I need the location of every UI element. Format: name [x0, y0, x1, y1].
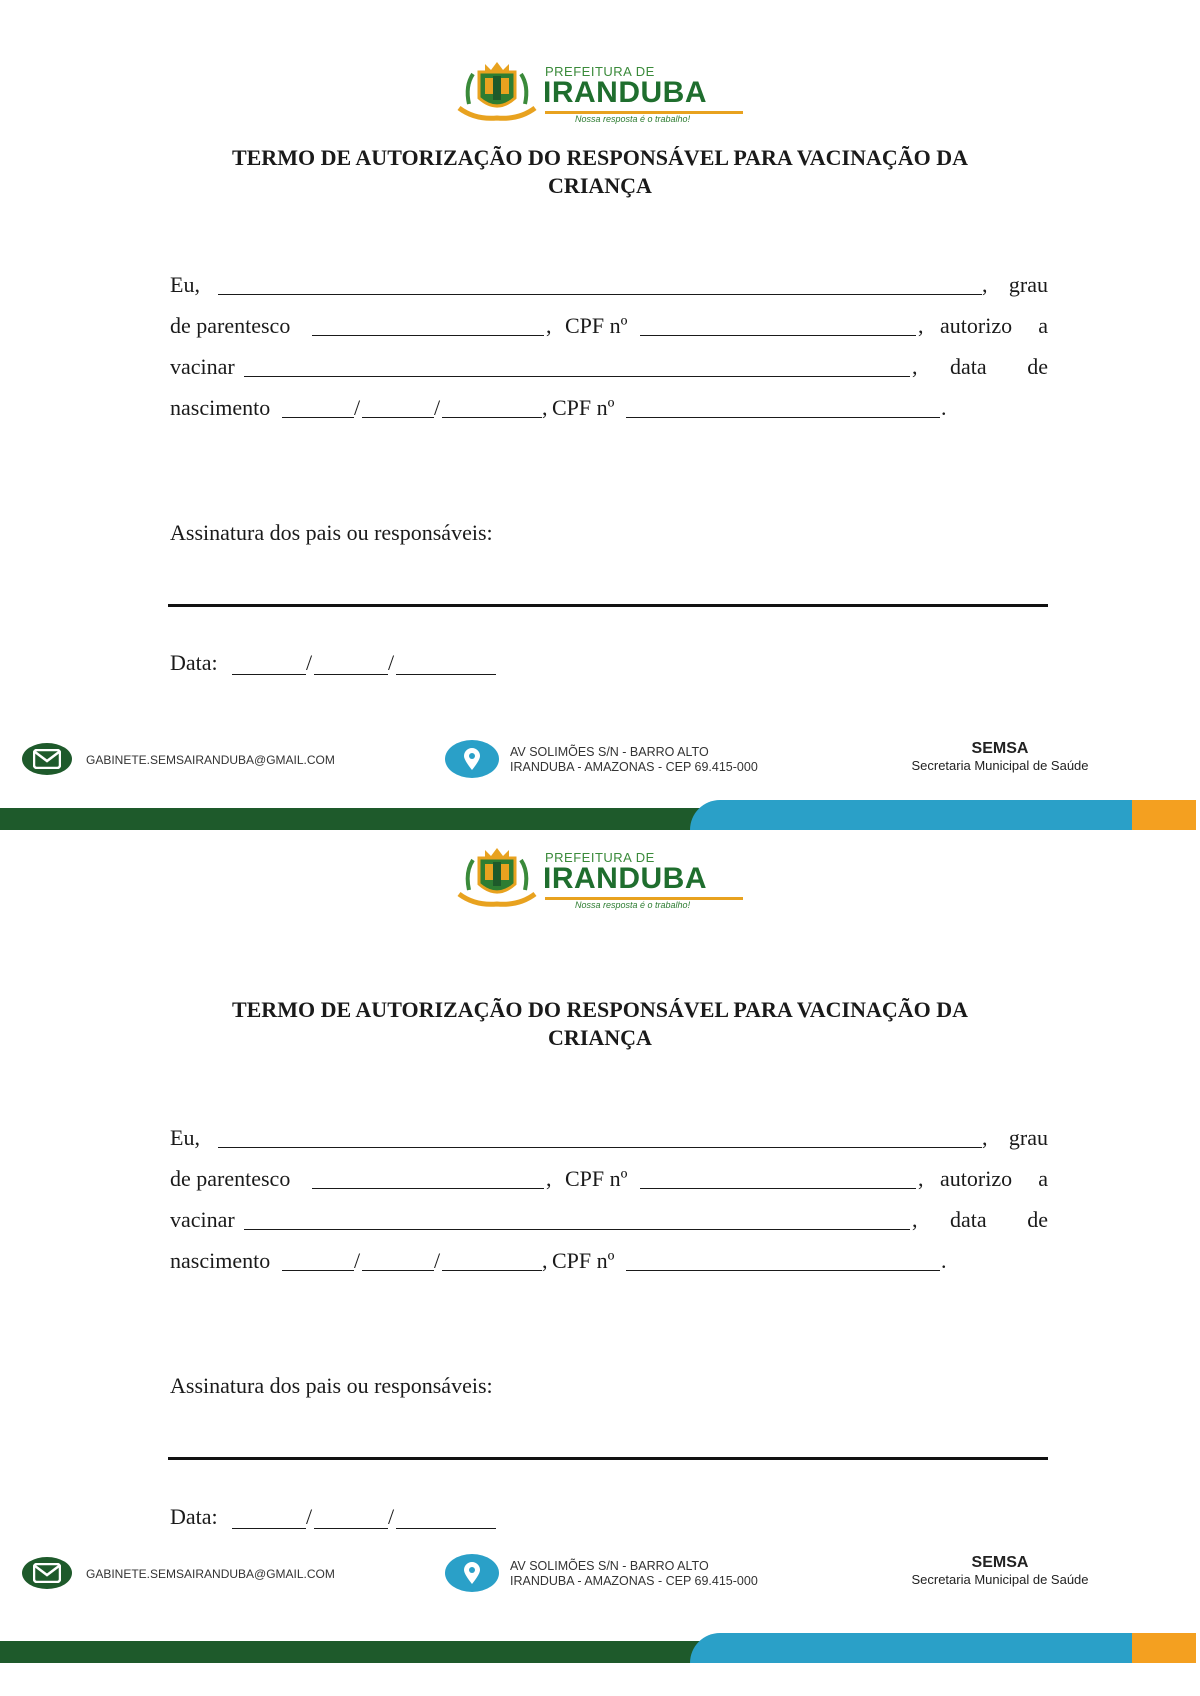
- footer-email: GABINETE.SEMSAIRANDUBA@GMAIL.COM: [86, 1567, 335, 1581]
- date-day-blank[interactable]: [232, 1528, 306, 1529]
- label-de: de: [1027, 1207, 1048, 1232]
- slash: /: [306, 650, 313, 675]
- label-grau: grau: [1008, 1125, 1048, 1150]
- form-sheet-1: [0, 0, 1200, 830]
- org-abbr: SEMSA: [971, 1554, 1029, 1571]
- prefeitura-logo: [455, 62, 755, 124]
- slash: /: [388, 1504, 395, 1529]
- band-blue: [690, 1633, 1132, 1663]
- form-line-name: [170, 270, 1048, 300]
- cpf-child-blank[interactable]: [626, 417, 940, 418]
- label-a: a: [1038, 1166, 1048, 1191]
- label-data: data: [950, 354, 987, 379]
- band-green: [0, 1641, 720, 1663]
- birth-month-blank[interactable]: [362, 1270, 434, 1271]
- footer-color-band: [0, 800, 1200, 830]
- band-green: [0, 808, 720, 830]
- date-field: [170, 650, 510, 680]
- form-line-vacinar: [170, 352, 1048, 382]
- cpf-responsavel-blank[interactable]: [640, 335, 916, 336]
- address-line-1: AV SOLIMÕES S/N - BARRO ALTO: [510, 1559, 709, 1573]
- signature-label: Assinatura dos pais ou responsáveis:: [170, 1373, 493, 1398]
- page-title: [150, 144, 1050, 200]
- name-blank[interactable]: [218, 1147, 982, 1148]
- cpf-child-blank[interactable]: [626, 1270, 940, 1271]
- label-de-parentesco: de parentesco: [170, 1166, 291, 1191]
- date-day-blank[interactable]: [232, 674, 306, 675]
- date-label: Data:: [170, 650, 218, 675]
- label-vacinar: vacinar: [170, 354, 235, 379]
- envelope-icon: [22, 1557, 72, 1589]
- footer-color-band: [0, 1633, 1200, 1663]
- label-data: data: [950, 1207, 987, 1232]
- label-cpf: CPF nº: [565, 1166, 628, 1191]
- logo-city-text: IRANDUBA: [543, 76, 707, 109]
- parentesco-blank[interactable]: [312, 1188, 544, 1189]
- comma: ,: [542, 1248, 548, 1273]
- form-line-nascimento: [170, 1246, 1048, 1276]
- title-line-2: CRIANÇA: [548, 173, 652, 198]
- date-label: Data:: [170, 1504, 218, 1529]
- comma: ,: [918, 313, 924, 338]
- logo-city-text: IRANDUBA: [543, 862, 707, 895]
- comma: ,: [912, 354, 918, 379]
- form-sheet-2: [0, 840, 1200, 1696]
- slash: /: [354, 395, 361, 420]
- label-nascimento: nascimento: [170, 395, 271, 420]
- title-line-1: TERMO DE AUTORIZAÇÃO DO RESPONSÁVEL PARA VACINAÇÃO DA: [231, 145, 969, 170]
- period: .: [941, 395, 947, 420]
- birth-month-blank[interactable]: [362, 417, 434, 418]
- comma: ,: [546, 313, 552, 338]
- location-pin-icon: [445, 740, 499, 778]
- form-line-parentesco: [170, 1164, 1048, 1194]
- label-cpf-child: CPF nº: [552, 395, 615, 420]
- org-name: Secretaria Municipal de Saúde: [911, 758, 1089, 773]
- comma: ,: [982, 1125, 988, 1150]
- child-name-blank[interactable]: [244, 1229, 910, 1230]
- envelope-icon: [22, 743, 72, 775]
- label-vacinar: vacinar: [170, 1207, 235, 1232]
- comma: ,: [918, 1166, 924, 1191]
- page-title: [150, 996, 1050, 1052]
- location-pin-icon: [445, 1554, 499, 1592]
- org-abbr: SEMSA: [971, 740, 1029, 757]
- coat-of-arms-icon: [455, 848, 539, 908]
- birth-year-blank[interactable]: [442, 417, 542, 418]
- date-month-blank[interactable]: [314, 1528, 388, 1529]
- address-line-1: AV SOLIMÕES S/N - BARRO ALTO: [510, 745, 709, 759]
- signature-label: Assinatura dos pais ou responsáveis:: [170, 520, 493, 545]
- form-line-name: [170, 1123, 1048, 1153]
- cpf-responsavel-blank[interactable]: [640, 1188, 916, 1189]
- birth-day-blank[interactable]: [282, 417, 354, 418]
- label-eu: Eu,: [170, 272, 200, 297]
- comma: ,: [546, 1166, 552, 1191]
- label-de-parentesco: de parentesco: [170, 313, 291, 338]
- footer-org: [880, 1554, 1120, 1588]
- label-cpf-child: CPF nº: [552, 1248, 615, 1273]
- footer: [0, 740, 1200, 790]
- form-line-parentesco: [170, 311, 1048, 341]
- prefeitura-logo: [455, 848, 755, 910]
- logo-prefeitura-text: PREFEITURA DE: [545, 850, 655, 865]
- slash: /: [434, 395, 441, 420]
- label-de: de: [1027, 354, 1048, 379]
- address-line-2: IRANDUBA - AMAZONAS - CEP 69.415-000: [510, 760, 758, 774]
- label-nascimento: nascimento: [170, 1248, 271, 1273]
- footer-address: [510, 1559, 758, 1589]
- slash: /: [354, 1248, 361, 1273]
- date-month-blank[interactable]: [314, 674, 388, 675]
- footer-org: [880, 740, 1120, 774]
- form-line-nascimento: [170, 393, 1048, 423]
- logo-prefeitura-text: PREFEITURA DE: [545, 64, 655, 79]
- footer-email: GABINETE.SEMSAIRANDUBA@GMAIL.COM: [86, 753, 335, 767]
- address-line-2: IRANDUBA - AMAZONAS - CEP 69.415-000: [510, 1574, 758, 1588]
- logo-slogan: Nossa resposta é o trabalho!: [575, 900, 691, 910]
- date-field: [170, 1504, 510, 1534]
- slash: /: [434, 1248, 441, 1273]
- band-orange: [1132, 800, 1196, 830]
- birth-year-blank[interactable]: [442, 1270, 542, 1271]
- slash: /: [388, 650, 395, 675]
- birth-day-blank[interactable]: [282, 1270, 354, 1271]
- signature-line[interactable]: [168, 604, 1048, 607]
- footer: [0, 1554, 1200, 1604]
- label-grau: grau: [1008, 272, 1048, 297]
- footer-address: [510, 745, 758, 775]
- label-eu: Eu,: [170, 1125, 200, 1150]
- signature-line[interactable]: [168, 1457, 1048, 1460]
- date-year-blank[interactable]: [396, 1528, 496, 1529]
- name-blank[interactable]: [218, 294, 982, 295]
- coat-of-arms-icon: [455, 62, 539, 122]
- date-year-blank[interactable]: [396, 674, 496, 675]
- form-line-vacinar: [170, 1205, 1048, 1235]
- label-autorizo: autorizo: [940, 1166, 1013, 1191]
- comma: ,: [912, 1207, 918, 1232]
- org-name: Secretaria Municipal de Saúde: [911, 1572, 1089, 1587]
- comma: ,: [542, 395, 548, 420]
- parentesco-blank[interactable]: [312, 335, 544, 336]
- title-line-1: TERMO DE AUTORIZAÇÃO DO RESPONSÁVEL PARA VACINAÇÃO DA: [231, 997, 969, 1022]
- band-orange: [1132, 1633, 1196, 1663]
- child-name-blank[interactable]: [244, 376, 910, 377]
- title-line-2: CRIANÇA: [548, 1025, 652, 1050]
- logo-slogan: Nossa resposta é o trabalho!: [575, 114, 691, 124]
- period: .: [941, 1248, 947, 1273]
- comma: ,: [982, 272, 988, 297]
- slash: /: [306, 1504, 313, 1529]
- label-autorizo: autorizo: [940, 313, 1013, 338]
- band-blue: [690, 800, 1132, 830]
- label-cpf: CPF nº: [565, 313, 628, 338]
- label-a: a: [1038, 313, 1048, 338]
